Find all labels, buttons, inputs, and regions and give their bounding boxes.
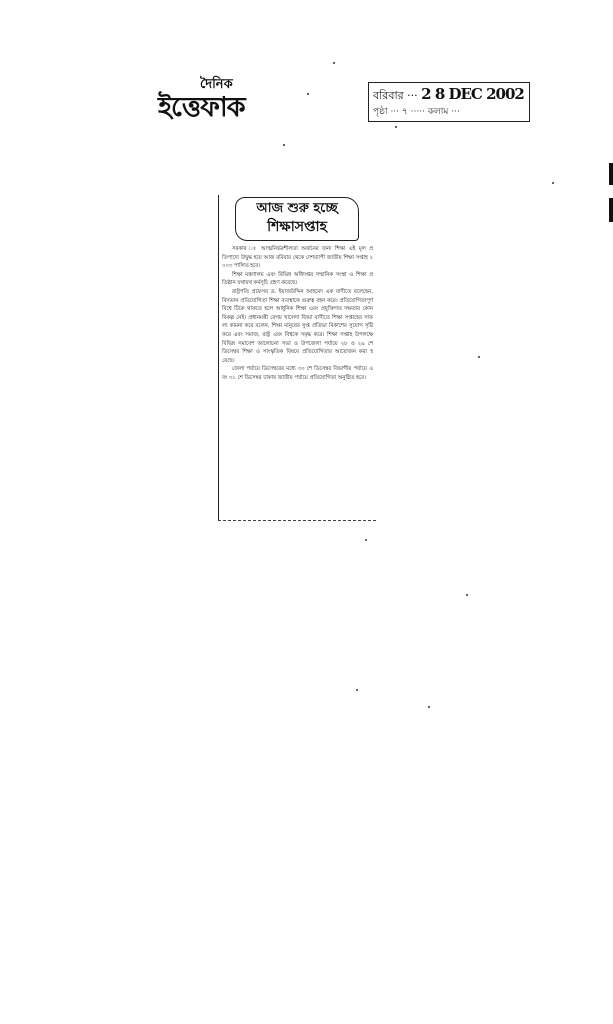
- scan-edge-mark: [609, 198, 613, 222]
- scan-speck: [428, 706, 430, 708]
- scan-edge-mark: [609, 163, 613, 185]
- newspaper-masthead: [158, 78, 283, 128]
- scan-speck: [466, 594, 468, 596]
- article-paragraph: রাষ্ট্রপতি প্রফেসর ড. ইয়াজউদ্দিন আহমেদ এক বাণীতে বলেছেন, বিদ্যমান প্রতিযোগিতা শিক্ষা ব্যবস্থাকে গুরুত্ব বহন করে। প্রতিযোগিতাপূর্ণ বিশ্বে টিকে থাকতে হলে আধুনিক শিক্ষা এবং প্রযুক্তিগত দক্ষতার কোন বিকল্প নেই। প্রধানমন্ত্রী বেগম খালেদা জিয়া বাণীতে শিক্ষা সপ্তাহের সাফল্য কামনা করে বলেন, শিক্ষা মানুষের সুপ্ত প্রতিভা বিকাশের সুযোগ সৃষ্টি করে এবং সমাজ, রাষ্ট্র এবং বিশ্বকে সমৃদ্ধ করে। শিক্ষা সপ্তাহ উপলক্ষে বিভিন্ন সমাবেশ আলোচনা সভা ও উপজেলা পর্যায়ে ২৮ ও ২৯ শে ডিসেম্বর শিক্ষা ও সাংস্কৃতিক বিষয়ে প্রতিযোগিতার আয়োজন করা হয়েছে।: [222, 288, 373, 364]
- stamp-page-label: পৃষ্ঠা ··· ৭ ····· কলাম ···: [373, 107, 460, 117]
- scan-speck: [333, 62, 335, 64]
- scan-speck: [356, 689, 358, 691]
- scan-speck: [478, 356, 480, 358]
- scan-speck: [365, 539, 367, 541]
- stamp-day-label: বরিবার ···: [373, 89, 418, 102]
- headline-line-2: শিক্ষাসপ্তাহ: [267, 219, 327, 235]
- newspaper-clipping: [218, 195, 376, 521]
- article-paragraph: জেলা পর্যায়ে ডিসেম্বরের মধ্যে ৩০ শে ডিসেম্বর বিভাগীয় পর্যায়ে এবং ৩১ শে ডিসেম্বর ঢাকায় জাতীয় পর্যায়ে প্রতিযোগিতা অনুষ্ঠিত হবে।: [222, 366, 373, 381]
- date-stamp: [368, 82, 530, 122]
- scan-speck: [552, 182, 554, 184]
- scan-speck: [283, 144, 285, 146]
- masthead-name: ইত্তেফাক: [158, 92, 245, 123]
- article-body: [222, 245, 373, 517]
- scan-speck: [395, 126, 397, 128]
- masthead-daily-label: দৈনিক: [200, 77, 233, 92]
- scan-speck: [307, 93, 309, 95]
- stamp-date-row: [373, 85, 524, 106]
- article-paragraph: সরকার ঃ আত্মনির্ভরশীলতা অর্জনের জন্য শিক্ষা এই মূল প্রতিপাদ্যে উদ্বুদ্ধ হয়ে আজ রবিবার থেকে দেশব্যাপী জাতীয় শিক্ষা সপ্তাহ ২০০৩ পালিত হবে।: [222, 246, 373, 270]
- stamp-date: 2 8 DEC 2002: [421, 85, 524, 103]
- headline-line-1: আজ শুরু হচ্ছে: [256, 201, 338, 216]
- headline-box: [235, 197, 359, 241]
- article-paragraph: শিক্ষা মন্ত্রণালয় এবং বিভিন্ন অধিদপ্তর সম্মানিক সংস্থা ও শিক্ষা প্রতিষ্ঠান যথাযথ কর্মসূচি গ্রহণ করেছে।: [222, 271, 373, 287]
